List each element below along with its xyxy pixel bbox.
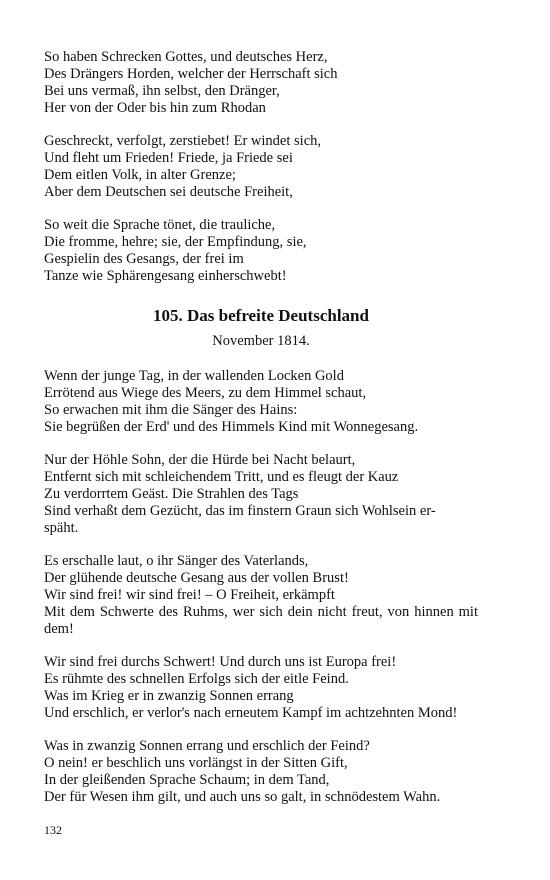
stanza	[44, 452, 478, 537]
verse-line: So erwachen mit ihm die Sänger des Hains:	[44, 402, 298, 418]
verse-line: Was in zwanzig Sonnen errang und erschlich der Feind?	[44, 738, 370, 754]
verse-line: späht.	[44, 520, 79, 536]
verse-line: Der für Wesen ihm gilt, und auch uns so galt, in schnödestem Wahn.	[44, 789, 441, 805]
verse-line: So haben Schrecken Gottes, und deutsches Herz,	[44, 49, 328, 65]
verse-line: O nein! er beschlich uns vorlängst in der Sitten Gift,	[44, 755, 348, 771]
verse-line: Aber dem Deutschen sei deutsche Freiheit,	[44, 184, 293, 200]
verse-line: Mit dem Schwerte des Ruhms, wer sich dein nicht freut, von hinnen mit dem!	[44, 604, 478, 637]
stanza	[44, 553, 478, 638]
verse-line: Nur der Höhle Sohn, der die Hürde bei Nacht belaurt,	[44, 452, 356, 468]
verse-line: Gespielin des Gesangs, der frei im	[44, 251, 244, 267]
stanza	[44, 133, 478, 201]
stanza	[44, 738, 478, 806]
verse-line: Es rühmte des schnellen Erfolgs sich der eitle Feind.	[44, 671, 349, 687]
verse-line: Und fleht um Frieden! Friede, ja Friede sei	[44, 150, 293, 166]
verse-line: Bei uns vermaß, ihn selbst, den Dränger,	[44, 83, 280, 99]
page-number: 132	[44, 823, 62, 837]
verse-line: Errötend aus Wiege des Meers, zu dem Himmel schaut,	[44, 385, 367, 401]
stanza	[44, 654, 478, 722]
verse-line: Sind verhaßt dem Gezücht, das im finstern Graun sich Wohlsein er-	[44, 503, 436, 519]
page-content	[44, 49, 478, 822]
verse-line: Sie begrüßen der Erd' und des Himmels Kind mit Wonnegesang.	[44, 419, 419, 435]
verse-line: Des Drängers Horden, welcher der Herrschaft sich	[44, 66, 338, 82]
verse-line: Wir sind frei durchs Schwert! Und durch uns ist Europa frei!	[44, 654, 397, 670]
verse-line: Die fromme, hehre; sie, der Empfindung, sie,	[44, 234, 307, 250]
verse-line: Dem eitlen Volk, in alter Grenze;	[44, 167, 236, 183]
poem-title: 105. Das befreite Deutschland	[153, 306, 369, 325]
verse-line: Wenn der junge Tag, in der wallenden Locken Gold	[44, 368, 344, 384]
verse-line: Her von der Oder bis hin zum Rhodan	[44, 100, 266, 116]
verse-line: Zu verdorrtem Geäst. Die Strahlen des Tags	[44, 486, 299, 502]
verse-line: Tanze wie Sphärengesang einherschwebt!	[44, 268, 287, 284]
verse-line: So weit die Sprache tönet, die trauliche,	[44, 217, 276, 233]
poem-date: November 1814.	[212, 333, 310, 349]
verse-line: Und erschlich, er verlor's nach erneutem Kampf im achtzehnten Mond!	[44, 705, 458, 721]
verse-line: In der gleißenden Sprache Schaum; in dem Tand,	[44, 772, 330, 788]
stanza	[44, 368, 478, 436]
stanza	[44, 49, 478, 117]
verse-line: Geschreckt, verfolgt, zerstiebet! Er windet sich,	[44, 133, 322, 149]
stanza	[44, 217, 478, 285]
verse-line: Der glühende deutsche Gesang aus der vollen Brust!	[44, 570, 349, 586]
verse-line: Es erschalle laut, o ihr Sänger des Vaterlands,	[44, 553, 309, 569]
verse-line: Entfernt sich mit schleichendem Tritt, und es fleugt der Kauz	[44, 469, 399, 485]
verse-line: Was im Krieg er in zwanzig Sonnen errang	[44, 688, 294, 704]
verse-line: Wir sind frei! wir sind frei! – O Freiheit, erkämpft	[44, 587, 335, 603]
